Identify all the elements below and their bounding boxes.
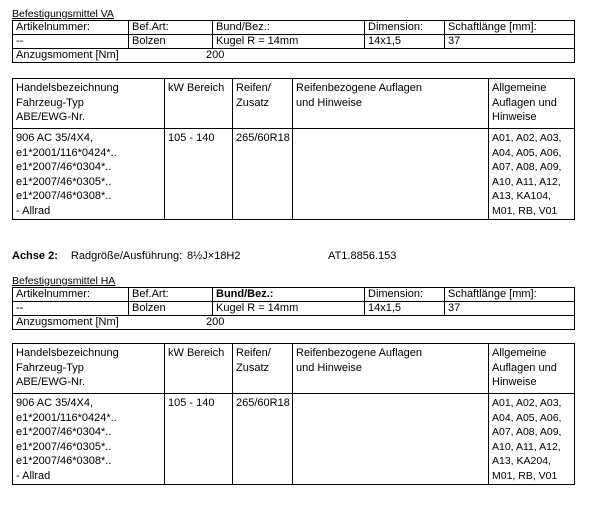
ha-collar: Kugel R = 14mm [213, 302, 365, 316]
va-torque-value: 200 [206, 49, 225, 61]
ha-hdr-general: Allgemeine Auflagen und Hinweise [489, 344, 575, 394]
ha-article: -- [13, 302, 129, 316]
va-vehicle: 906 AC 35/4X4, e1*2001/116*0424*.. e1*2007/46*0304*.. e1*2007/46*0305*.. e1*2007/46*0308*.. - Allrad [13, 129, 165, 220]
ha-hdr-tyre-notes: Reifenbezogene Auflagen und Hinweise [293, 344, 489, 394]
ha-vehicle-header-row [13, 344, 575, 394]
va-hdr-kw: kW Bereich [165, 79, 233, 129]
ha-torque-row [13, 316, 575, 330]
va-dimension: 14x1,5 [365, 35, 445, 49]
ha-fastener-row [13, 302, 575, 316]
ha-hdr-tyre: Reifen/ Zusatz [233, 344, 293, 394]
va-article: -- [13, 35, 129, 49]
ha-col-type: Bef.Art: [129, 288, 213, 302]
ha-torque-label: Anzugsmoment [Nm] [16, 316, 119, 328]
va-vehicle-header-row [13, 79, 575, 129]
ha-vehicle-row [13, 394, 575, 485]
ha-dimension: 14x1,5 [365, 302, 445, 316]
va-col-article: Artikelnummer: [13, 21, 129, 35]
ha-col-article: Artikelnummer: [13, 288, 129, 302]
va-section-title: Befestigungsmittel VA [12, 8, 114, 20]
va-col-shaft: Schaftlänge [mm]: [445, 21, 575, 35]
va-tyre: 265/60R18 [233, 129, 293, 220]
va-vehicle-table [12, 78, 575, 220]
ha-col-dimension: Dimension: [365, 288, 445, 302]
va-torque-row [13, 49, 575, 63]
ha-fastener-header-row [13, 288, 575, 302]
ha-kw: 105 - 140 [165, 394, 233, 485]
ha-tyre: 265/60R18 [233, 394, 293, 485]
va-fastener-table [12, 20, 575, 63]
va-torque-label: Anzugsmoment [Nm] [16, 49, 119, 61]
ha-hdr-kw: kW Bereich [165, 344, 233, 394]
ha-type: Bolzen [129, 302, 213, 316]
ha-col-shaft: Schaftlänge [mm]: [445, 288, 575, 302]
va-col-type: Bef.Art: [129, 21, 213, 35]
ha-general: A01, A02, A03, A04, A05, A06, A07, A08, A09, A10, A11, A12, A13, KA204, M01, RB, V01 [489, 394, 575, 485]
axle-2-label: Achse 2: [12, 250, 58, 262]
va-kw: 105 - 140 [165, 129, 233, 220]
ha-tyre-notes [293, 394, 489, 485]
va-hdr-general: Allgemeine Auflagen und Hinweise [489, 79, 575, 129]
ha-torque-value: 200 [206, 316, 225, 328]
va-fastener-row [13, 35, 575, 49]
va-col-dimension: Dimension: [365, 21, 445, 35]
ha-vehicle-table [12, 343, 575, 485]
axle-2-size-value: 8½J×18H2 [186, 250, 241, 262]
va-vehicle-row [13, 129, 575, 220]
va-tyre-notes [293, 129, 489, 220]
va-col-collar: Bund/Bez.: [213, 21, 365, 35]
ha-vehicle: 906 AC 35/4X4, e1*2001/116*0424*.. e1*2007/46*0304*.. e1*2007/46*0305*.. e1*2007/46*0308*.. - Allrad [13, 394, 165, 485]
ha-hdr-vehicle: Handelsbezeichnung Fahrzeug-Typ ABE/EWG-Nr. [13, 344, 165, 394]
ha-shaft: 37 [445, 302, 575, 316]
va-fastener-header-row [13, 21, 575, 35]
va-hdr-vehicle: Handelsbezeichnung Fahrzeug-Typ ABE/EWG-Nr. [13, 79, 165, 129]
va-hdr-tyre: Reifen/ Zusatz [233, 79, 293, 129]
ha-section-title: Befestigungsmittel HA [12, 275, 116, 287]
axle-2-size-label: Radgröße/Ausführung: [70, 250, 183, 262]
va-general: A01, A02, A03, A04, A05, A06, A07, A08, A09, A10, A11, A12, A13, KA104, M01, RB, V01 [489, 129, 575, 220]
va-hdr-tyre-notes: Reifenbezogene Auflagen und Hinweise [293, 79, 489, 129]
va-collar: Kugel R = 14mm [213, 35, 365, 49]
axle-2-code: AT1.8856.153 [328, 250, 397, 262]
ha-fastener-table [12, 287, 575, 330]
ha-col-collar: Bund/Bez.: [213, 288, 365, 302]
axle-2-line [12, 250, 396, 262]
va-shaft: 37 [445, 35, 575, 49]
va-type: Bolzen [129, 35, 213, 49]
